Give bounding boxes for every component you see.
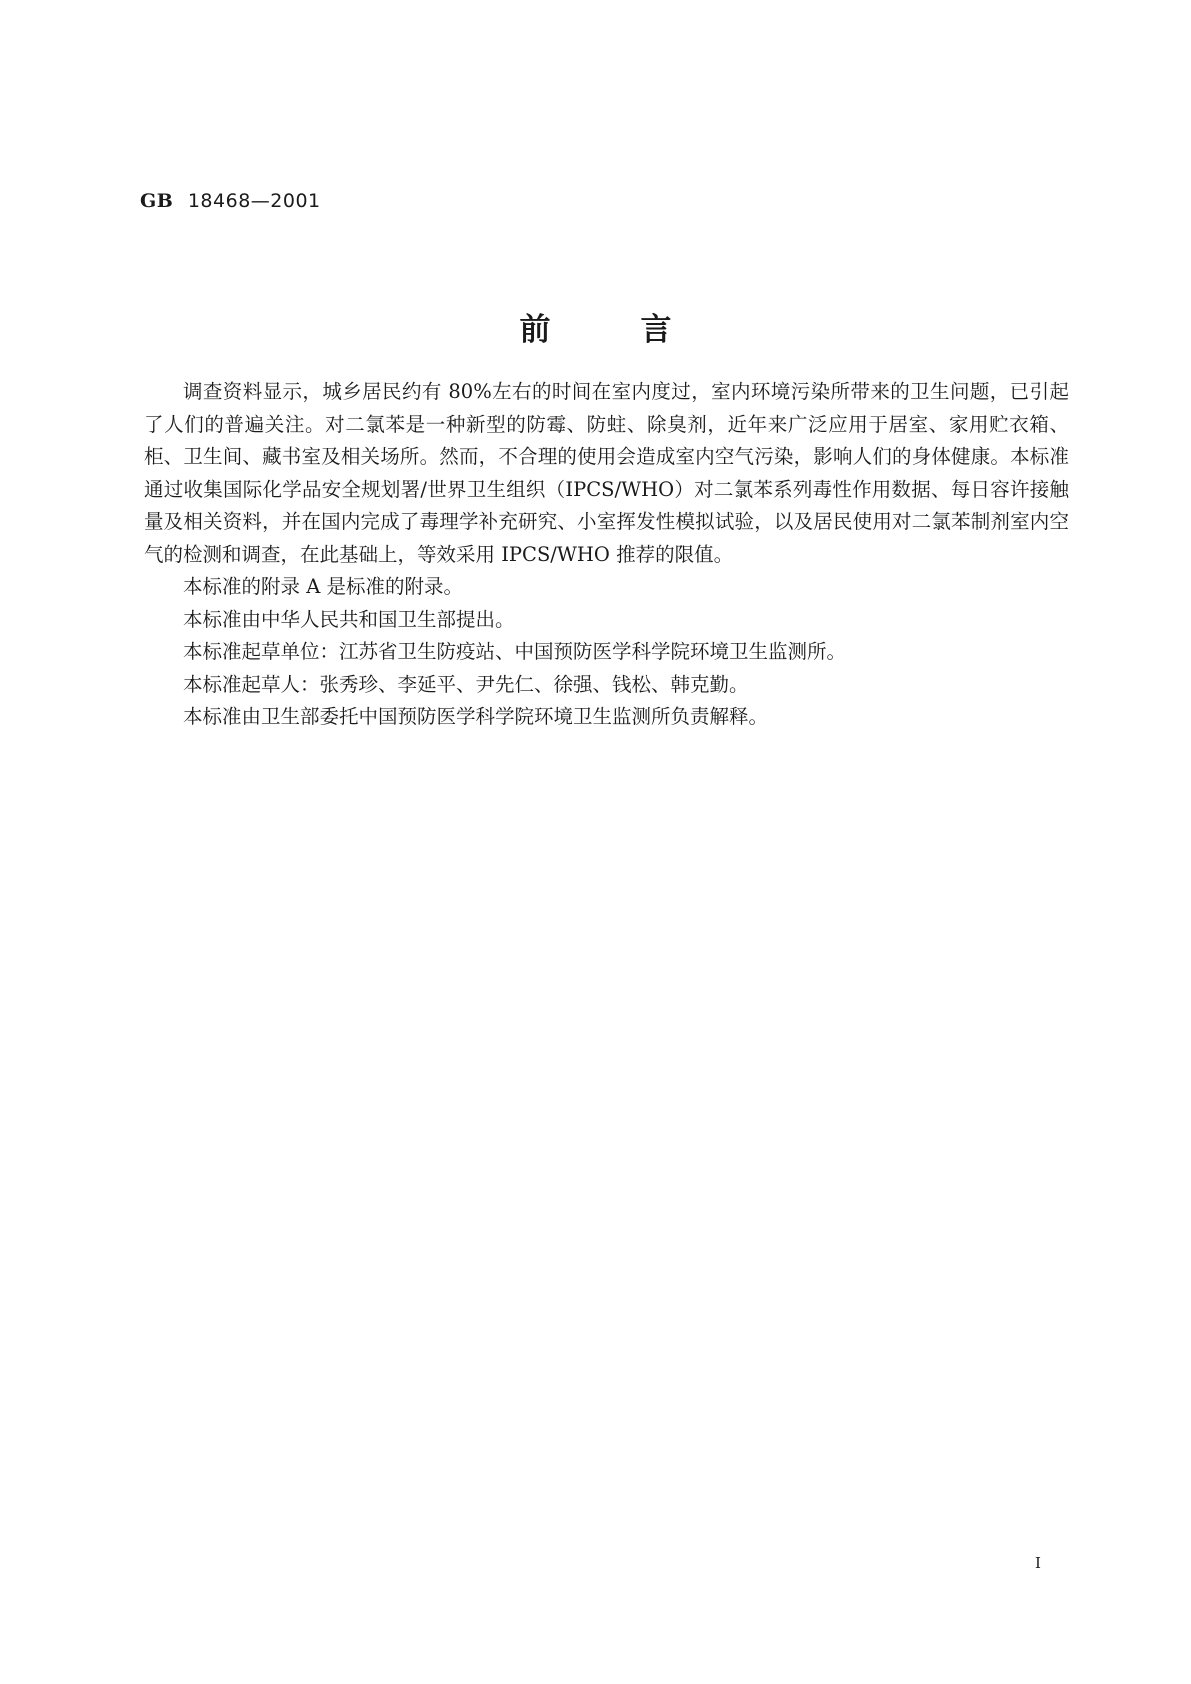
title-char-2: 言 — [640, 312, 672, 348]
page-title — [0, 308, 1191, 352]
paragraph-intro: 调查资料显示，城乡居民约有 80%左右的时间在室内度过，室内环境污染所带来的卫生问题，已引起了人们的普遍关注。对二氯苯是一种新型的防霉、防蛀、除臭剂，近年来广泛应用于居室、家用贮衣箱、柜、卫生间、藏书室及相关场所。然而，不合理的使用会造成室内空气污染，影响人们的身体健康。本标准通过收集国际化学品安全规划署/世界卫生组织（IPCS/WHO）对二氯苯系列毒性作用数据、每日容许接触量及相关资料，并在国内完成了毒理学补充研究、小室挥发性模拟试验，以及居民使用对二氯苯制剂室内空气的检测和调查，在此基础上，等效采用 IPCS/WHO 推荐的限值。 — [144, 380, 1069, 566]
standard-code: 18468—2001 — [187, 190, 321, 212]
title-char-1: 前 — [519, 312, 551, 348]
paragraph-drafters: 本标准起草人：张秀珍、李延平、尹先仁、徐强、钱松、韩克勤。 — [183, 672, 749, 696]
foreword-body — [144, 376, 1069, 734]
paragraph-appendix: 本标准的附录 A 是标准的附录。 — [183, 575, 463, 598]
standard-prefix: GB — [140, 190, 174, 212]
paragraph-proposer: 本标准由中华人民共和国卫生部提出。 — [183, 607, 515, 631]
standard-number-header — [140, 190, 321, 212]
paragraph-interpretation: 本标准由卫生部委托中国预防医学科学院环境卫生监测所负责解释。 — [183, 705, 769, 728]
paragraph-drafting-units: 本标准起草单位：江苏省卫生防疫站、中国预防医学科学院环境卫生监测所。 — [183, 640, 847, 663]
page-number: I — [1035, 1554, 1041, 1572]
